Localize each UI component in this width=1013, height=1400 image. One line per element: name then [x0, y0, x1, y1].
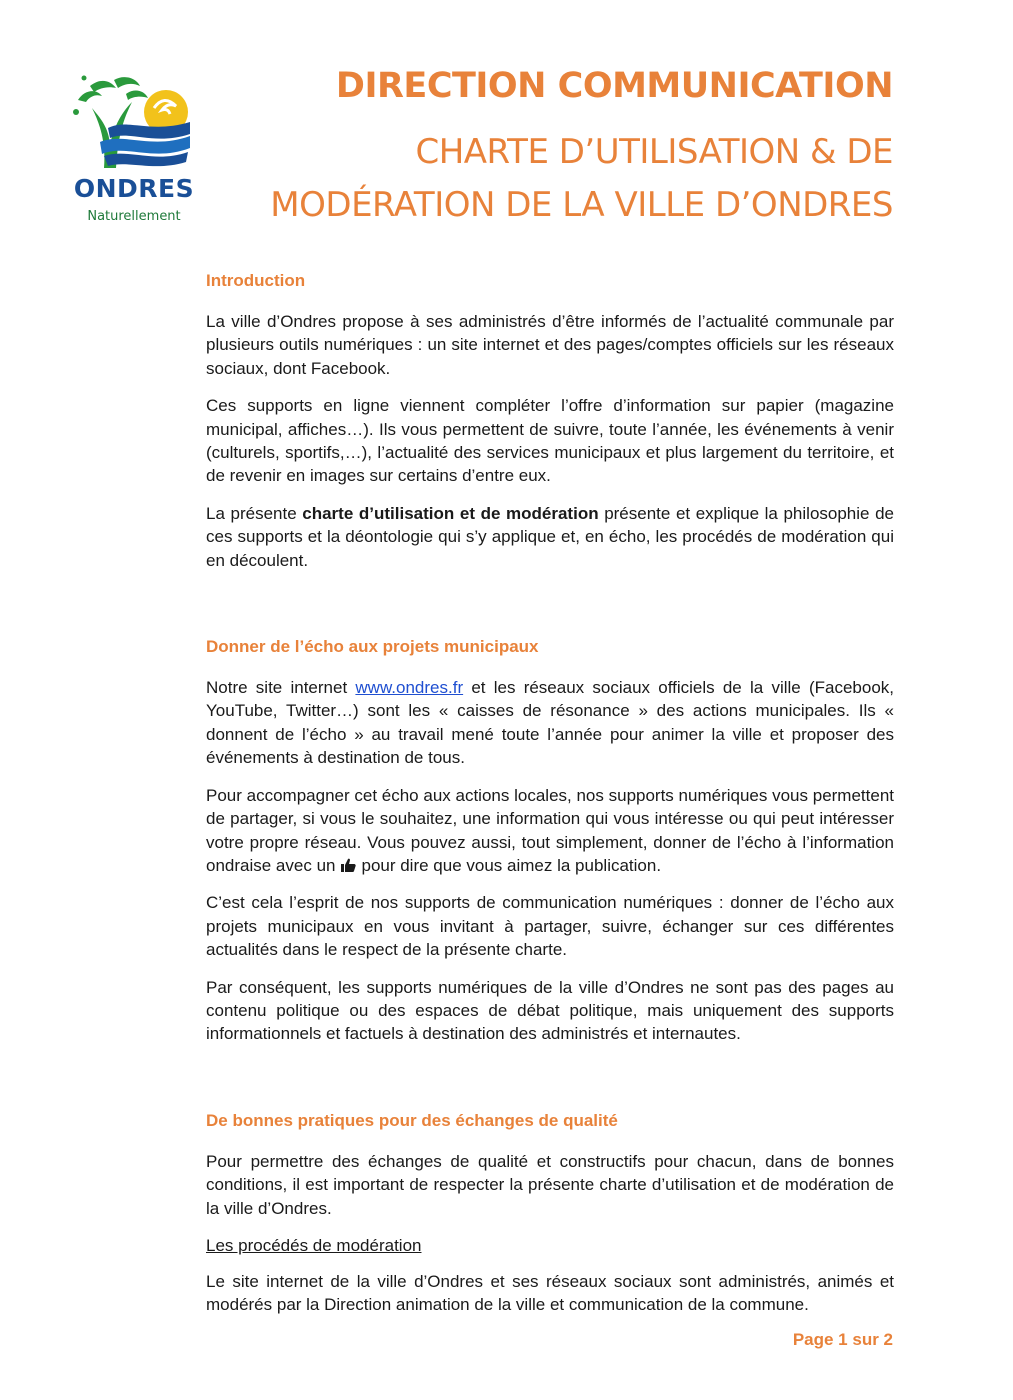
ondres-logo	[70, 72, 198, 230]
logo-tagline: Naturellement	[87, 209, 181, 224]
paragraph: Ces supports en ligne viennent compléter l’offre d’information sur papier (magazine municipal, affiches…). Ils vous permettent de suivre, toute l’année, les événements à venir (culturels, sportifs,…), l’actualité des services municipaux et plus largement du territoire, et de revenir en images sur certains d’entre eux.	[206, 396, 894, 486]
text-run: présente et explique la philosophie de ces supports et la déontologie qui s’y applique et, en écho, les procédés de modération qui en découlent.	[206, 503, 894, 570]
paragraph: Pour permettre des échanges de qualité et constructifs pour chacun, dans de bonnes conditions, il est important de respecter la présente charte d’utilisation et de modération de la ville d’Ondres.	[206, 1151, 894, 1218]
page-number: Page 1 sur 2	[792, 1330, 893, 1349]
section-heading-practices: De bonnes pratiques pour des échanges de qualité	[206, 1110, 618, 1130]
section-heading-introduction: Introduction	[206, 271, 306, 290]
thumbs-up-icon	[339, 856, 357, 872]
document-body	[206, 268, 894, 1331]
text-run: Notre site internet	[206, 678, 356, 698]
paragraph	[206, 676, 894, 770]
text-run: La présente	[206, 503, 303, 523]
website-link[interactable]: www.ondres.fr	[355, 678, 464, 698]
paragraph: Le site internet de la ville d’Ondres et ses réseaux sociaux sont administrés, animés et modérés par la Direction animation de la ville et communication de la commune.	[206, 1271, 894, 1315]
text-run: Pour accompagner cet écho aux actions locales, nos supports numériques vous permettent de partager, si vous le souhaitez, une information qui vous intéresse ou qui peut intéresser votre propre réseau. Vous pouvez aussi, tout simplement, donner de l’écho à l’information ondraise avec un	[206, 785, 894, 875]
paragraph: La ville d’Ondres propose à ses administrés d’être informés de l’actualité communale par plusieurs outils numériques : un site internet et des pages/comptes officiels sur les réseaux sociaux, dont Facebook.	[206, 312, 894, 378]
paragraph	[206, 784, 894, 878]
logo-wordmark: ONDRES	[73, 174, 195, 203]
paragraph: C’est cela l’esprit de nos supports de communication numériques : donner de l’écho aux projets municipaux en vous invitant à partager, suivre, échanger sur ces différentes actualités dans le respect de la présente charte.	[206, 893, 894, 960]
document-header	[270, 62, 893, 232]
title-line-1: CHARTE D’UTILISATION & DE	[415, 132, 893, 172]
logo-emblem	[70, 72, 198, 172]
subheading-moderation: Les procédés de modération	[206, 1235, 422, 1255]
section-spacer	[206, 1060, 894, 1108]
section-heading-echo: Donner de l’écho aux projets municipaux	[206, 637, 539, 657]
document-title	[270, 126, 893, 232]
title-line-2: MODÉRATION DE LA VILLE D’ONDRES	[270, 185, 893, 225]
text-run: et les réseaux sociaux officiels de la ville (Facebook, YouTube, Twitter…) sont les « caisses de résonance » des actions municipales. Ils « donnent de l’écho » au travail mené toute l’année pour animer la ville et proposer des événements à destination de tous.	[206, 678, 894, 768]
section-spacer	[206, 586, 894, 634]
paragraph	[206, 502, 894, 572]
text-run: pour dire que vous aimez la publication.	[361, 855, 662, 875]
bold-text: charte d’utilisation et de modération	[302, 503, 599, 523]
paragraph: Par conséquent, les supports numériques de la ville d’Ondres ne sont pas des pages au contenu politique ou des espaces de débat politique, mais uniquement des supports informationnels et factuels à destination des administrés et internautes.	[206, 977, 894, 1044]
department-title: DIRECTION COMMUNICATION	[335, 66, 893, 106]
